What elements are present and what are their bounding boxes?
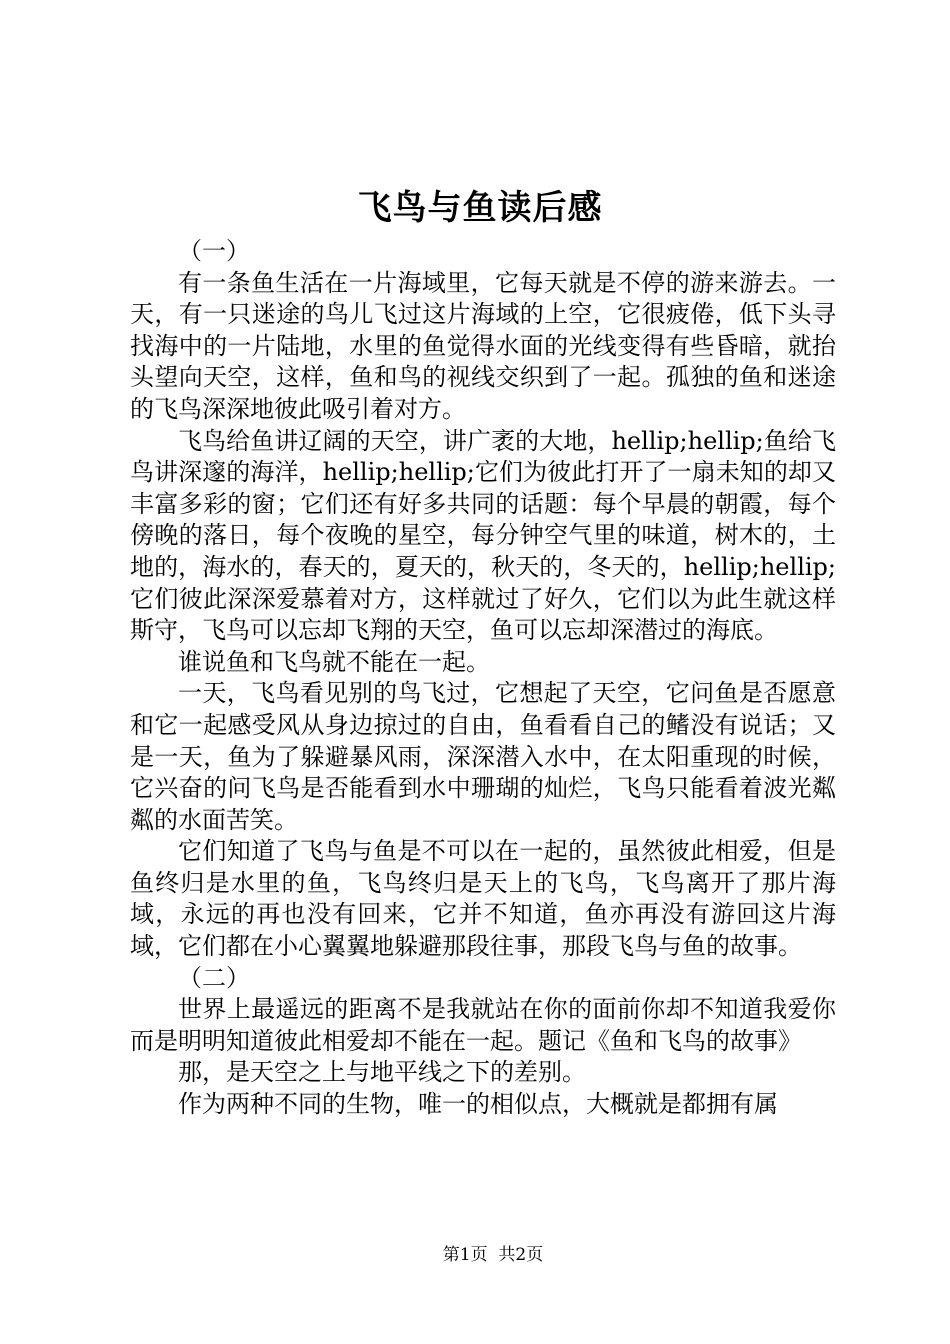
paragraph: 作为两种不同的生物，唯一的相似点，大概就是都拥有属 <box>178 1090 778 1119</box>
paragraph: 一天，飞鸟看见别的鸟飞过，它想起了天空，它问鱼是否愿意和它一起感受风从身边掠过的自由，鱼看看自己的鳍没有说话；又是一天，鱼为了躲避暴风雨，深深潜入水中，在太阳重现的时候，它兴奋的问飞鸟是否能看到水中珊瑚的灿烂，飞鸟只能看着波光粼粼的水面苦笑。 <box>130 679 836 834</box>
section-heading-1: （一） <box>178 237 250 265</box>
page-footer: 第1页 共2页 <box>442 1245 544 1265</box>
paragraph: 世界上最遥远的距离不是我就站在你的面前你却不知道我爱你而是明明知道彼此相爱却不能在一起。题记《鱼和飞鸟的故事》 <box>130 995 836 1055</box>
paragraph: 它们知道了飞鸟与鱼是不可以在一起的，虽然彼此相爱，但是鱼终归是水里的鱼，飞鸟终归是天上的飞鸟，飞鸟离开了那片海域，永远的再也没有回来，它并不知道，鱼亦再没有游回这片海域，它们都在小心翼翼地躲避那段往事，那段飞鸟与鱼的故事。 <box>130 837 836 961</box>
section-heading-2: （二） <box>178 963 250 992</box>
document-body <box>130 236 836 1121</box>
paragraph: 飞鸟给鱼讲辽阔的天空，讲广袤的大地，hellip;hellip;鱼给飞鸟讲深邃的海洋，hellip;hellip;它们为彼此打开了一扇未知的却又丰富多彩的窗；它们还有好多共同的话题：每个早晨的朝霞，每个傍晚的落日，每个夜晚的星空，每分钟空气里的味道，树木的，土地的，海水的，春天的，夏天的，秋天的，冬天的，hellip;hellip;它们彼此深深爱慕着对方，这样就过了好久，它们以为此生就这样斯守，飞鸟可以忘却飞翔的天空，鱼可以忘却深潜过的海底。 <box>130 426 836 645</box>
paragraph: 谁说鱼和飞鸟就不能在一起。 <box>178 647 490 676</box>
paragraph: 那，是天空之上与地平线之下的差别。 <box>178 1058 586 1087</box>
document-title: 飞鸟与鱼读后感 <box>357 188 603 228</box>
paragraph: 有一条鱼生活在一片海域里，它每天就是不停的游来游去。一天，有一只迷途的鸟儿飞过这片海域的上空，它很疲倦，低下头寻找海中的一片陆地，水里的鱼觉得水面的光线变得有些昏暗，就抬头望向天空，这样，鱼和鸟的视线交织到了一起。孤独的鱼和迷途的飞鸟深深地彼此吸引着对方。 <box>130 268 836 423</box>
